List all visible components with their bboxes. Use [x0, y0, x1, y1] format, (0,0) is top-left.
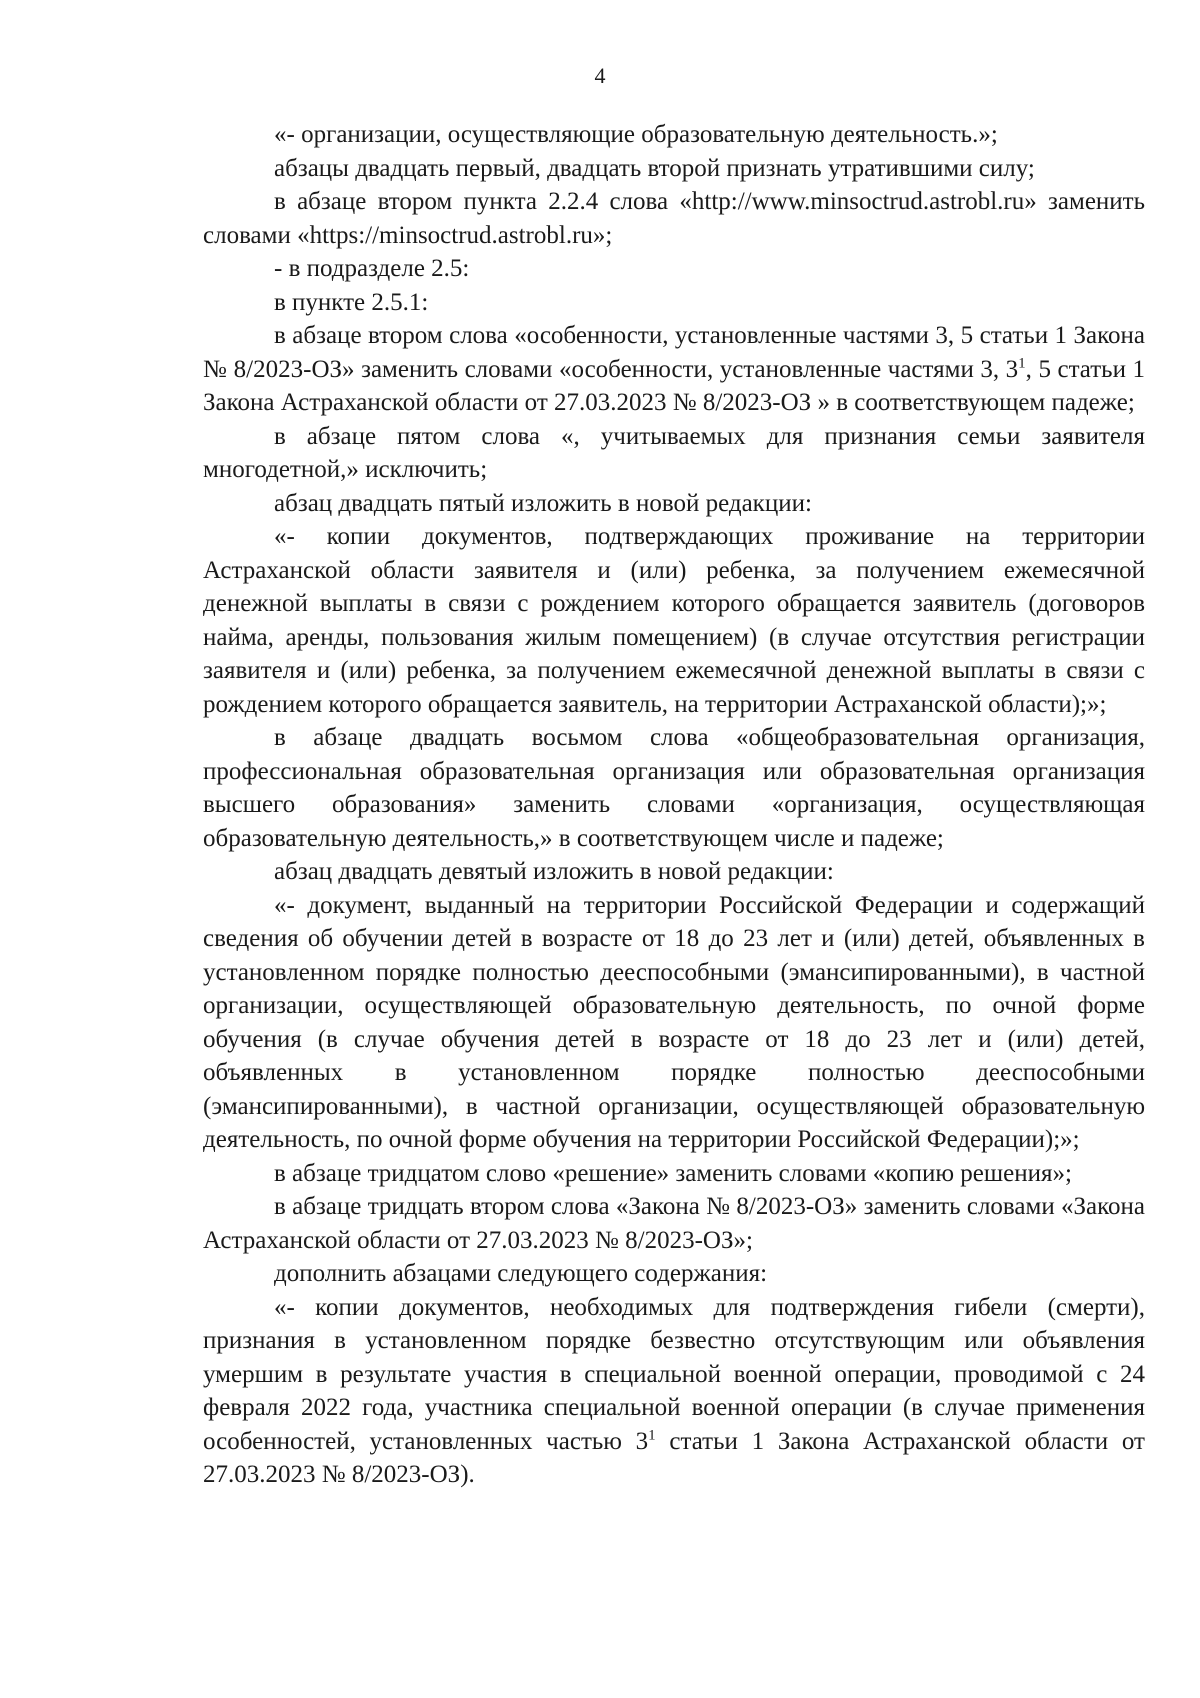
- paragraph-text: в пункте 2.5.1:: [274, 288, 429, 316]
- paragraph-text: «- организации, осуществляющие образовательную деятельность.»;: [274, 121, 998, 148]
- paragraph-text: дополнить абзацами следующего содержания:: [274, 1260, 768, 1287]
- paragraph-text: абзацы двадцать первый, двадцать второй признать утратившими силу;: [274, 154, 1035, 182]
- superscript: 1: [648, 1427, 656, 1444]
- paragraph: [203, 1257, 1145, 1291]
- paragraph: [203, 319, 1145, 420]
- paragraph: [203, 420, 1145, 487]
- paragraph: [203, 855, 1145, 889]
- page-number: 4: [594, 63, 606, 88]
- paragraph: [203, 1291, 1145, 1492]
- paragraph: [203, 152, 1145, 186]
- paragraph-text: «- копии документов, необходимых для подтверждения гибели (смерти), признания в установленном порядке безвестно отсутствующим или объявления умершим в результате участия в специальной военной операции, проводимой с 24 февраля 2022 года, участника специальной военной операции (в случае применения особенностей, установленных частью 3: [203, 1293, 1145, 1455]
- document-body: [203, 118, 1145, 1492]
- paragraph-text: «- копии документов, подтверждающих проживание на территории Астраханской области заявителя и (или) ребенка, за получением ежемесячной денежной выплаты в связи с рождением которого обращается заявитель (договоров найма, аренды, пользования жилым помещением) (в случае отсутствия регистрации заявителя и (или) ребенка, за получением ежемесячной денежной выплаты в связи с рождением которого обращается заявитель, на территории Астраханской области);»;: [203, 523, 1145, 718]
- paragraph-text: в абзаце пятом слова «, учитываемых для признания семьи заявителя многодетной,» исключить;: [203, 422, 1145, 483]
- paragraph: [203, 721, 1145, 855]
- paragraph-text: в абзаце тридцатом слово «решение» заменить словами «копию решения»;: [274, 1159, 1072, 1187]
- paragraph-text: абзац двадцать пятый изложить в новой редакции:: [274, 489, 812, 517]
- paragraph-text: в абзаце втором пункта 2.2.4 слова «http://www.minsoctrud.astrobl.ru» заменить словами «https://minsoctrud.astrobl.ru»;: [203, 188, 1145, 249]
- superscript: 1: [1018, 355, 1026, 372]
- paragraph-text: в абзаце втором слова «особенности, установленные частями 3, 5 статьи 1 Закона № 8/2023-ОЗ» заменить словами «особенности, установленные частями 3, 3: [203, 322, 1145, 383]
- paragraph: [203, 185, 1145, 252]
- paragraph: [203, 889, 1145, 1157]
- paragraph-text: статьи 1 Закона Астраханской области от 27.03.2023 № 8/2023-ОЗ).: [203, 1427, 1145, 1488]
- paragraph: [203, 487, 1145, 521]
- paragraph-text: в абзаце тридцать втором слова «Закона № 8/2023-ОЗ» заменить словами «Закона Астраханской области от 27.03.2023 № 8/2023-ОЗ»;: [203, 1193, 1145, 1254]
- paragraph: [203, 252, 1145, 286]
- paragraph: [203, 1190, 1145, 1257]
- paragraph-text: абзац двадцать девятый изложить в новой редакции:: [274, 858, 834, 885]
- paragraph: [203, 118, 1145, 152]
- paragraph-text: в абзаце двадцать восьмом слова «общеобразовательная организация, профессиональная образовательная организация или образовательная организация высшего образования» заменить словами «организация, осуществляющая образовательную деятельность,» в соответствующем числе и падеже;: [203, 724, 1145, 852]
- paragraph-text: «- документ, выданный на территории Российской Федерации и содержащий сведения об обучении детей в возрасте от 18 до 23 лет и (или) детей, объявленных в установленном порядке полностью дееспособными (эмансипированными), в частной организации, осуществляющей образовательную деятельность, по очной форме обучения (в случае обучения детей в возрасте от 18 до 23 лет и (или) детей, объявленных в установленном порядке полностью дееспособными (эмансипированными), в частной организации, осуществляющей образовательную деятельность, по очной форме обучения на территории Российской Федерации);»;: [203, 891, 1145, 1153]
- paragraph-text: - в подразделе 2.5:: [274, 255, 470, 282]
- paragraph-text: , 5 статьи 1 Закона Астраханской области от 27.03.2023 № 8/2023-ОЗ » в соответствующем падеже;: [203, 355, 1146, 416]
- paragraph: [203, 286, 1145, 320]
- paragraph: [203, 1157, 1145, 1191]
- paragraph: [203, 520, 1145, 721]
